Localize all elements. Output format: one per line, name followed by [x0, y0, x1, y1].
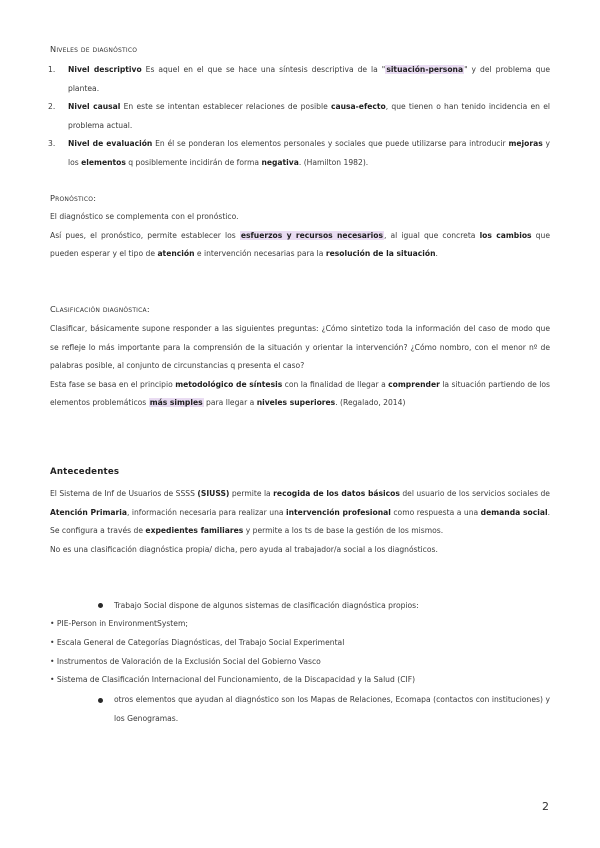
section-heading-niveles: Niveles de diagnóstico [50, 44, 138, 54]
subitem-escala: • Escala General de Categorías Diagnósticas, del Trabajo Social Experimental [50, 638, 345, 647]
antecedentes-paragraph: El Sistema de Inf de Usuarios de SSSS (SIUSS) permite la recogida de los datos básicos del usuario de los servicios sociales de Atención Primaria, información necesaria para realizar una intervención profesional como respuesta a una demanda social. Se configura a través de expedientes familiares y permite a los ts de base la gestión de los mismos. No es una clasificación diagnóstica propia/ dicha, pero ayuda al trabajador/a social a los diagnósticos. [50, 489, 550, 554]
pronostico-paragraph: El diagnóstico se complementa con el pronóstico. Así pues, el pronóstico, permite establecer los esfuerzos y recursos necesarios, al igual que concreta los cambios que pueden esperar y el tipo de atención e intervención necesarias para la resolución de la situación. [50, 212, 550, 259]
subitem-instrumentos: • Instrumentos de Valoración de la Exclusión Social del Gobierno Vasco [50, 657, 321, 666]
section-heading-clasificacion: Clasificación diagnóstica: [50, 304, 150, 314]
bullet-item-sistemas: Trabajo Social dispone de algunos sistemas de clasificación diagnóstica propios: [114, 601, 419, 610]
section-heading-antecedentes: Antecedentes [50, 467, 120, 477]
list-item-causal: 2. Nivel causal En este se intentan establecer relaciones de posible causa-efecto, que tienen o han tenido incidencia en el problema actual. [48, 102, 550, 130]
section-heading-pronostico: Pronóstico: [50, 193, 97, 203]
subitem-pie: • PIE-Person in EnvironmentSystem; [50, 619, 188, 628]
clasificacion-paragraph: Clasificar, básicamente supone responder a las siguientes preguntas: ¿Cómo sintetizo toda la información del caso de modo que se refleje lo más importante para la comprensión de la situación y orientar la intervención? ¿Cómo nombro, con el menor nº de palabras posible, al conjunto de circunstancias q presenta el caso? Esta fase se basa en el principio metodológico de síntesis con la finalidad de llegar a comprender la situación partiendo de los elementos problemáticos más simples para llegar a niveles superiores. (Regalado, 2014) [50, 324, 550, 408]
list-item-evaluacion: 3. Nivel de evaluación En él se ponderan los elementos personales y sociales que puede utilizarse para introducir mejoras y los elementos q posiblemente incidirán de forma negativa. (Hamilton 1982). [48, 139, 550, 167]
bullet-dot-icon [98, 603, 103, 608]
bullet-dot-icon [98, 698, 103, 703]
subitem-cif: • Sistema de Clasificación Internacional del Funcionamiento, de la Discapacidad y la Salud (CIF) [50, 675, 416, 684]
page-number: 2 [542, 800, 549, 813]
bullet-item-otros: otros elementos que ayudan al diagnóstico son los Mapas de Relaciones, Ecomapa (contactos con instituciones) y los Genogramas. [114, 695, 550, 723]
list-item-descriptivo: 1. Nivel descriptivo Es aquel en el que se hace una síntesis descriptiva de la "situación-persona" y del problema que plantea. [48, 65, 550, 93]
